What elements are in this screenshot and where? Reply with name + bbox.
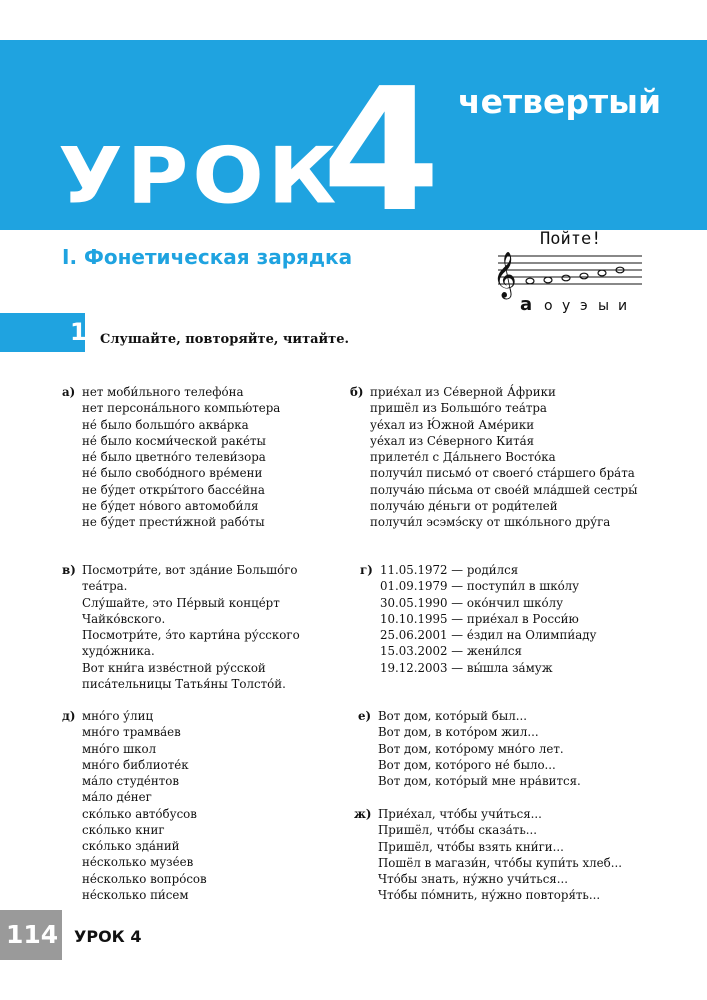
text-line: 19.12.2003 — вы́шла за́муж: [380, 660, 553, 675]
text-line: получи́л эсэмэ́ску от шко́льного дру́га: [370, 515, 611, 529]
text-line: Вот дом, кото́рый был...: [378, 709, 527, 723]
text-line: 01.09.1979 — поступи́л в шко́лу: [380, 579, 580, 594]
text-line: прилете́л с Да́льнего Восто́ка: [370, 450, 556, 464]
text-line: ско́лько книг: [82, 822, 165, 837]
text-line: Посмотри́те, вот зда́ние Большо́го: [82, 563, 298, 577]
text-line: не́сколько вопро́сов: [82, 871, 207, 886]
block-label: ж): [354, 807, 372, 821]
block-label: в): [62, 563, 76, 577]
text-line: прие́хал из Се́верной А́фрики: [370, 385, 556, 399]
text-line: мно́го трамва́ев: [82, 725, 181, 740]
text-line: нет моби́льного телефо́на: [82, 385, 244, 399]
exercise-instruction: Слушайте, повторяйте, читайте.: [100, 332, 350, 347]
text-line: мно́го у́лиц: [82, 709, 154, 723]
text-line: нет персона́льного компью́тера: [82, 401, 281, 416]
block-label: б): [350, 385, 364, 399]
text-line: ма́ло де́нег: [82, 790, 152, 805]
text-line: Слу́шайте, это Пе́рвый конце́рт: [82, 595, 280, 610]
text-line: Вот дом, кото́рого не́ было...: [378, 757, 556, 772]
exercise-number: 1: [70, 318, 87, 346]
text-line: не бу́дет но́вого автомоби́ля: [82, 498, 259, 513]
text-line: мно́го библиоте́к: [82, 757, 189, 772]
text-line: мно́го школ: [82, 741, 157, 756]
vowel-label: о: [544, 298, 553, 314]
text-line: Чайко́вского.: [82, 611, 166, 626]
text-line: ско́лько зда́ний: [82, 839, 180, 853]
music-caption: Пойте!: [540, 229, 602, 249]
block-label: е): [358, 709, 372, 723]
vowel-label: и: [618, 298, 628, 314]
text-line: пришёл из Большо́го теа́тра: [370, 401, 547, 416]
text-line: не́ было цветно́го телеви́зора: [82, 450, 266, 464]
section-title: I. Фонетическая зарядка: [62, 245, 353, 269]
text-line: уе́хал из Се́верного Кита́я: [370, 433, 535, 448]
block-label: г): [360, 563, 373, 577]
text-line: теа́тра.: [82, 579, 128, 594]
music-staff-illustration: [490, 226, 650, 322]
text-line: не́ было свобо́дного вре́мени: [82, 466, 263, 481]
vowel-label: а: [520, 294, 533, 315]
text-line: Что́бы по́мнить, ну́жно повторя́ть...: [378, 888, 601, 903]
text-line: Вот дом, кото́рый мне нра́вится.: [378, 774, 581, 788]
text-line: 25.06.2001 — е́здил на Олимпи́аду: [380, 628, 597, 642]
vowel-label: э: [580, 298, 588, 314]
text-line: Пришёл, что́бы взять кни́ги...: [378, 839, 564, 854]
text-line: получа́ю пи́сьма от свое́й мла́дшей сестры́: [370, 482, 638, 497]
text-line: Пришёл, что́бы сказа́ть...: [378, 823, 537, 838]
text-line: 30.05.1990 — око́нчил шко́лу: [380, 595, 564, 610]
page-number: 114: [6, 920, 59, 949]
text-line: Вот дом, в кото́ром жил...: [378, 725, 539, 740]
vowel-label: у: [562, 298, 571, 314]
text-line: худо́жника.: [82, 644, 155, 659]
text-line: Пошёл в магази́н, что́бы купи́ть хлеб...: [378, 855, 622, 870]
text-line: получи́л письмо́ от своего́ ста́ршего бра́та: [370, 466, 635, 481]
block-label: а): [62, 385, 76, 399]
text-line: Вот кни́га изве́стной ру́сской: [82, 660, 266, 675]
text-line: Посмотри́те, э́то карти́на ру́сского: [82, 628, 300, 642]
text-line: ско́лько авто́бусов: [82, 806, 197, 821]
text-line: Вот дом, кото́рому мно́го лет.: [378, 741, 564, 756]
text-line: 10.10.1995 — прие́хал в Росси́ю: [380, 611, 579, 626]
lesson-number: 4: [322, 52, 441, 250]
treble-clef-icon: 𝄞: [493, 252, 517, 298]
footer-lesson-label: УРОК 4: [74, 927, 142, 946]
text-line: 15.03.2002 — жени́лся: [380, 644, 522, 659]
text-line: не́сколько музе́ев: [82, 855, 194, 870]
text-line: Прие́хал, что́бы учи́ться...: [378, 807, 542, 821]
text-line: Что́бы знать, ну́жно учи́ться...: [378, 872, 568, 886]
block-label: д): [62, 709, 76, 723]
text-line: не́ было косми́ческой раке́ты: [82, 433, 266, 448]
text-line: не бу́дет прести́жной рабо́ты: [82, 515, 265, 529]
text-line: не́сколько пи́сем: [82, 887, 189, 902]
text-line: ма́ло студе́нтов: [82, 774, 180, 788]
text-line: уе́хал из Ю́жной Аме́рики: [370, 417, 535, 432]
text-line: 11.05.1972 — роди́лся: [380, 563, 519, 577]
text-line: не бу́дет откры́того бассе́йна: [82, 482, 265, 497]
lesson-ordinal: четвертый: [458, 82, 662, 121]
text-line: не́ было большо́го аква́рка: [82, 417, 249, 432]
text-line: писа́тельницы Татья́ны Толсто́й.: [82, 676, 286, 691]
vowel-label: ы: [598, 298, 610, 314]
lesson-word: УРОК: [58, 130, 341, 221]
text-line: получа́ю де́ньги от роди́телей: [370, 498, 558, 513]
